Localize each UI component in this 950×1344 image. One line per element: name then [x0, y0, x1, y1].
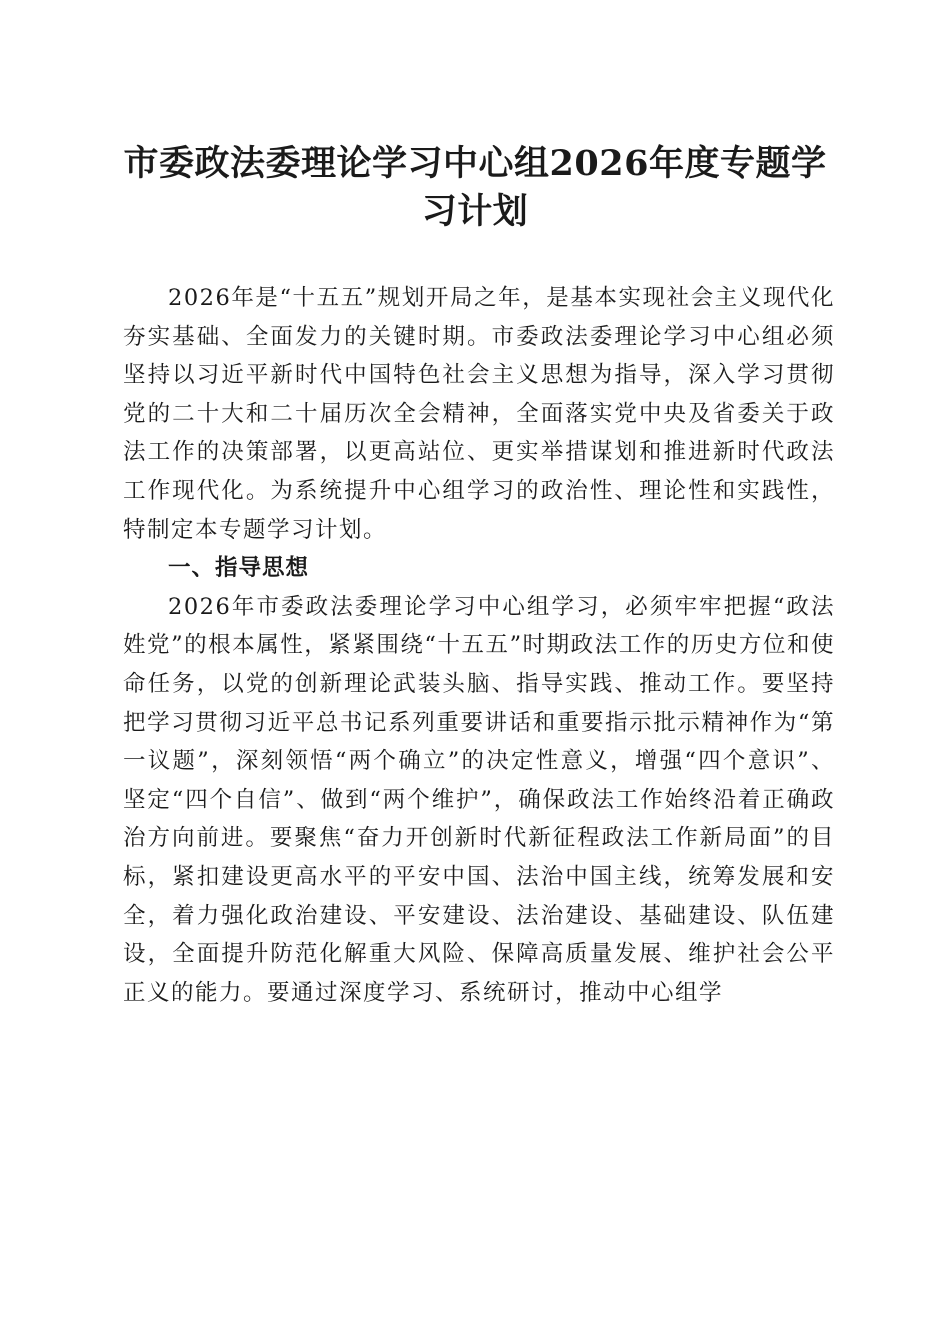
section-heading: 一、指导思想	[168, 555, 310, 582]
section-paragraph: 2026年市委政法委理论学习中心组学习，必须牢牢把握“政法姓党”的根本属性，紧紧围绕“十五五”时期政法工作的历史方位和使命任务，以党的创新理论武装头脑、指导实践、推动工作。要坚持把学习贯彻习近平总书记系列重要讲话和重要指示批示精神作为“第一议题”，深刻领悟“两个确立”的决定性意义，增强“四个意识”、坚定“四个自信”、做到“两个维护”，确保政法工作始终沿着正确政治方向前进。要聚焦“奋力开创新时代新征程政法工作新局面”的目标，紧扣建设更高水平的平安中国、法治中国主线，统筹发展和安全，着力强化政治建设、平安建设、法治建设、基础建设、队伍建设，全面提升防范化解重大风险、保障高质量发展、维护社会公平正义的能力。要通过深度学习、系统研讨，推动中心组学	[123, 593, 835, 1006]
document-title: 市委政法委理论学习中心组2026年度专题学习计划	[123, 143, 827, 232]
intro-paragraph: 2026年是“十五五”规划开局之年，是基本实现社会主义现代化夯实基础、全面发力的关键时期。市委政法委理论学习中心组必须坚持以习近平新时代中国特色社会主义思想为指导，深入学习贯彻党的二十大和二十届历次全会精神，全面落实党中央及省委关于政法工作的决策部署，以更高站位、更实举措谋划和推进新时代政法工作现代化。为系统提升中心组学习的政治性、理论性和实践性，特制定本专题学习计划。	[123, 285, 835, 543]
document-body	[123, 279, 835, 1012]
